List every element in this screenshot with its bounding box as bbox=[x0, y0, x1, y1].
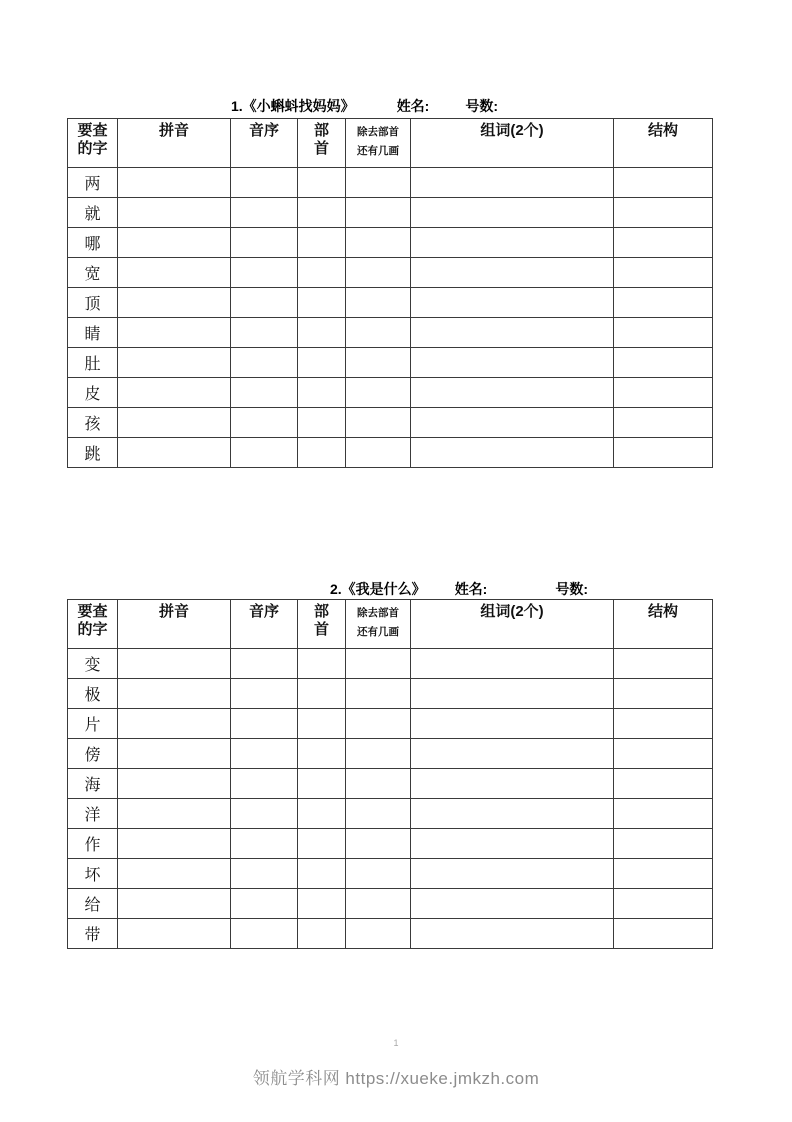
header-words: 组词(2个) bbox=[411, 119, 614, 168]
blank-cell bbox=[411, 378, 614, 408]
char-cell: 片 bbox=[68, 709, 118, 739]
header-strokes bbox=[346, 600, 411, 649]
blank-cell bbox=[411, 198, 614, 228]
blank-cell bbox=[614, 859, 713, 889]
blank-cell bbox=[231, 859, 298, 889]
table2-number-label: 号数: bbox=[555, 581, 589, 597]
blank-cell bbox=[298, 859, 346, 889]
blank-cell bbox=[614, 739, 713, 769]
blank-cell bbox=[231, 288, 298, 318]
blank-cell bbox=[298, 649, 346, 679]
blank-cell bbox=[614, 258, 713, 288]
blank-cell bbox=[118, 739, 231, 769]
blank-cell bbox=[614, 288, 713, 318]
header-words: 组词(2个) bbox=[411, 600, 614, 649]
table-row bbox=[68, 168, 713, 198]
header-radical-label: 部首 bbox=[313, 603, 329, 638]
blank-cell bbox=[118, 649, 231, 679]
blank-cell bbox=[118, 679, 231, 709]
header-char-label: 要查的字 bbox=[77, 603, 108, 638]
blank-cell bbox=[614, 348, 713, 378]
blank-cell bbox=[118, 228, 231, 258]
blank-cell bbox=[411, 769, 614, 799]
blank-cell bbox=[411, 318, 614, 348]
header-strokes bbox=[346, 119, 411, 168]
blank-cell bbox=[614, 919, 713, 949]
table1-name-label: 姓名: bbox=[396, 98, 430, 114]
table-row bbox=[68, 769, 713, 799]
blank-cell bbox=[346, 889, 411, 919]
blank-cell bbox=[231, 408, 298, 438]
blank-cell bbox=[411, 348, 614, 378]
char-cell: 带 bbox=[68, 919, 118, 949]
blank-cell bbox=[231, 168, 298, 198]
blank-cell bbox=[231, 799, 298, 829]
blank-cell bbox=[231, 649, 298, 679]
blank-cell bbox=[298, 438, 346, 468]
char-cell: 傍 bbox=[68, 739, 118, 769]
blank-cell bbox=[614, 799, 713, 829]
blank-cell bbox=[298, 408, 346, 438]
footer-site-link[interactable]: 领航学科网 https://xueke.jmkzh.com bbox=[252, 1069, 540, 1088]
blank-cell bbox=[346, 829, 411, 859]
blank-cell bbox=[346, 378, 411, 408]
blank-cell bbox=[298, 378, 346, 408]
blank-cell bbox=[231, 198, 298, 228]
char-cell: 给 bbox=[68, 889, 118, 919]
blank-cell bbox=[411, 859, 614, 889]
blank-cell bbox=[231, 829, 298, 859]
blank-cell bbox=[298, 799, 346, 829]
blank-cell bbox=[411, 288, 614, 318]
char-cell: 变 bbox=[68, 649, 118, 679]
table-row bbox=[68, 859, 713, 889]
blank-cell bbox=[614, 228, 713, 258]
blank-cell bbox=[118, 799, 231, 829]
blank-cell bbox=[118, 258, 231, 288]
blank-cell bbox=[231, 739, 298, 769]
table-row bbox=[68, 408, 713, 438]
blank-cell bbox=[411, 438, 614, 468]
table-row bbox=[68, 198, 713, 228]
table-row bbox=[68, 318, 713, 348]
char-cell: 宽 bbox=[68, 258, 118, 288]
table-row bbox=[68, 889, 713, 919]
blank-cell bbox=[118, 198, 231, 228]
blank-cell bbox=[411, 739, 614, 769]
blank-cell bbox=[346, 288, 411, 318]
header-pinyin: 拼音 bbox=[118, 600, 231, 649]
blank-cell bbox=[298, 198, 346, 228]
table2-header-row bbox=[68, 600, 713, 649]
blank-cell bbox=[346, 348, 411, 378]
blank-cell bbox=[298, 709, 346, 739]
blank-cell bbox=[298, 739, 346, 769]
lookup-table-1 bbox=[67, 118, 713, 468]
blank-cell bbox=[118, 438, 231, 468]
blank-cell bbox=[298, 288, 346, 318]
header-radical bbox=[298, 119, 346, 168]
header-char bbox=[68, 600, 118, 649]
header-strokes-line2: 还有几画 bbox=[357, 626, 399, 638]
blank-cell bbox=[614, 769, 713, 799]
blank-cell bbox=[614, 709, 713, 739]
char-cell: 跳 bbox=[68, 438, 118, 468]
blank-cell bbox=[411, 679, 614, 709]
blank-cell bbox=[118, 829, 231, 859]
blank-cell bbox=[411, 649, 614, 679]
blank-cell bbox=[118, 919, 231, 949]
blank-cell bbox=[346, 198, 411, 228]
blank-cell bbox=[346, 649, 411, 679]
blank-cell bbox=[411, 408, 614, 438]
header-radical-label: 部首 bbox=[313, 122, 329, 157]
blank-cell bbox=[231, 378, 298, 408]
table-row bbox=[68, 919, 713, 949]
blank-cell bbox=[346, 739, 411, 769]
blank-cell bbox=[411, 709, 614, 739]
table-row bbox=[68, 739, 713, 769]
table-row bbox=[68, 258, 713, 288]
header-radical bbox=[298, 600, 346, 649]
header-strokes-line2: 还有几画 bbox=[357, 145, 399, 157]
blank-cell bbox=[118, 378, 231, 408]
table1-number-label: 号数: bbox=[465, 98, 499, 114]
char-cell: 作 bbox=[68, 829, 118, 859]
blank-cell bbox=[346, 769, 411, 799]
blank-cell bbox=[118, 408, 231, 438]
blank-cell bbox=[231, 228, 298, 258]
char-cell: 两 bbox=[68, 168, 118, 198]
char-cell: 就 bbox=[68, 198, 118, 228]
char-cell: 坏 bbox=[68, 859, 118, 889]
table-row bbox=[68, 348, 713, 378]
blank-cell bbox=[231, 889, 298, 919]
char-cell: 睛 bbox=[68, 318, 118, 348]
char-cell: 皮 bbox=[68, 378, 118, 408]
lookup-table-2 bbox=[67, 599, 713, 949]
blank-cell bbox=[118, 769, 231, 799]
table-row bbox=[68, 378, 713, 408]
table2-title-inner bbox=[330, 580, 588, 598]
blank-cell bbox=[231, 348, 298, 378]
blank-cell bbox=[614, 649, 713, 679]
blank-cell bbox=[346, 679, 411, 709]
header-char bbox=[68, 119, 118, 168]
table2-name-label: 姓名: bbox=[454, 581, 488, 597]
blank-cell bbox=[411, 889, 614, 919]
header-sound-order: 音序 bbox=[231, 600, 298, 649]
blank-cell bbox=[614, 378, 713, 408]
blank-cell bbox=[346, 318, 411, 348]
blank-cell bbox=[231, 709, 298, 739]
header-structure: 结构 bbox=[614, 119, 713, 168]
blank-cell bbox=[298, 679, 346, 709]
header-structure: 结构 bbox=[614, 600, 713, 649]
header-char-label: 要查的字 bbox=[77, 122, 108, 157]
table-row bbox=[68, 228, 713, 258]
header-strokes-line1: 除去部首 bbox=[357, 126, 399, 138]
char-cell: 极 bbox=[68, 679, 118, 709]
blank-cell bbox=[346, 408, 411, 438]
char-cell: 洋 bbox=[68, 799, 118, 829]
table1-title-inner bbox=[231, 97, 498, 115]
header-pinyin: 拼音 bbox=[118, 119, 231, 168]
blank-cell bbox=[346, 859, 411, 889]
blank-cell bbox=[614, 318, 713, 348]
table1-title: 1.《小蝌蚪找妈妈》 bbox=[231, 98, 355, 114]
blank-cell bbox=[346, 919, 411, 949]
blank-cell bbox=[614, 408, 713, 438]
blank-cell bbox=[118, 348, 231, 378]
blank-cell bbox=[298, 318, 346, 348]
blank-cell bbox=[118, 168, 231, 198]
blank-cell bbox=[298, 919, 346, 949]
blank-cell bbox=[118, 889, 231, 919]
blank-cell bbox=[614, 198, 713, 228]
page-number: 1 bbox=[393, 1038, 399, 1048]
blank-cell bbox=[411, 168, 614, 198]
blank-cell bbox=[346, 258, 411, 288]
blank-cell bbox=[614, 168, 713, 198]
blank-cell bbox=[411, 919, 614, 949]
blank-cell bbox=[231, 919, 298, 949]
header-sound-order: 音序 bbox=[231, 119, 298, 168]
blank-cell bbox=[231, 679, 298, 709]
char-cell: 哪 bbox=[68, 228, 118, 258]
blank-cell bbox=[118, 318, 231, 348]
table-row bbox=[68, 438, 713, 468]
table2-title: 2.《我是什么》 bbox=[330, 581, 426, 597]
blank-cell bbox=[118, 288, 231, 318]
blank-cell bbox=[346, 799, 411, 829]
table-row bbox=[68, 679, 713, 709]
blank-cell bbox=[346, 228, 411, 258]
header-strokes-line1: 除去部首 bbox=[357, 607, 399, 619]
blank-cell bbox=[346, 168, 411, 198]
table-row bbox=[68, 829, 713, 859]
blank-cell bbox=[614, 889, 713, 919]
blank-cell bbox=[298, 168, 346, 198]
blank-cell bbox=[118, 859, 231, 889]
blank-cell bbox=[231, 258, 298, 288]
blank-cell bbox=[411, 258, 614, 288]
blank-cell bbox=[118, 709, 231, 739]
char-cell: 顶 bbox=[68, 288, 118, 318]
blank-cell bbox=[298, 889, 346, 919]
blank-cell bbox=[231, 438, 298, 468]
char-cell: 孩 bbox=[68, 408, 118, 438]
blank-cell bbox=[614, 829, 713, 859]
table-row bbox=[68, 709, 713, 739]
blank-cell bbox=[298, 348, 346, 378]
blank-cell bbox=[298, 258, 346, 288]
table-row bbox=[68, 799, 713, 829]
table-row bbox=[68, 288, 713, 318]
blank-cell bbox=[411, 799, 614, 829]
blank-cell bbox=[614, 438, 713, 468]
blank-cell bbox=[411, 829, 614, 859]
blank-cell bbox=[411, 228, 614, 258]
blank-cell bbox=[298, 829, 346, 859]
blank-cell bbox=[346, 709, 411, 739]
blank-cell bbox=[614, 679, 713, 709]
blank-cell bbox=[298, 228, 346, 258]
blank-cell bbox=[346, 438, 411, 468]
blank-cell bbox=[231, 769, 298, 799]
table1-header-row bbox=[68, 119, 713, 168]
blank-cell bbox=[231, 318, 298, 348]
blank-cell bbox=[298, 769, 346, 799]
char-cell: 海 bbox=[68, 769, 118, 799]
char-cell: 肚 bbox=[68, 348, 118, 378]
table-row bbox=[68, 649, 713, 679]
